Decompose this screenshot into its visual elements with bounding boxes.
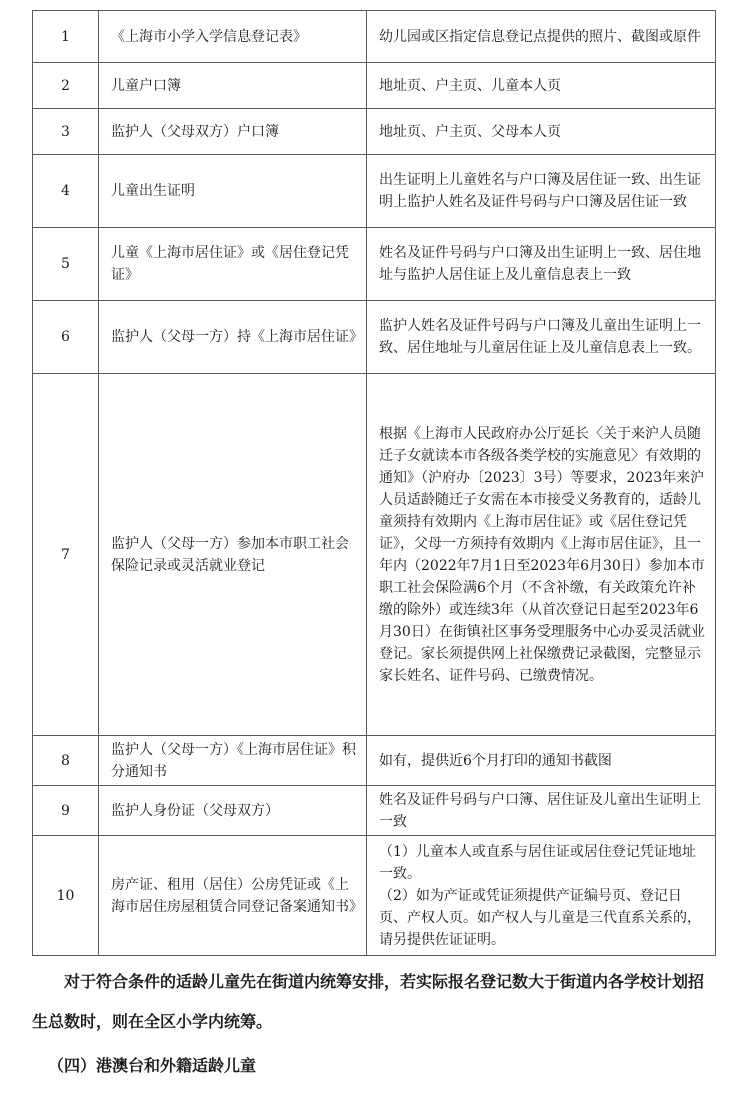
material-name: 监护人身份证（父母双方） — [99, 786, 367, 836]
table-body — [33, 11, 716, 956]
material-requirement — [367, 786, 716, 836]
table-row — [33, 736, 716, 786]
row-number: 6 — [33, 301, 99, 374]
row-number: 8 — [33, 736, 99, 786]
material-name: 监护人（父母一方）参加本市职工社会保险记录或灵活就业登记 — [99, 374, 367, 736]
table-row — [33, 155, 716, 228]
material-requirement — [367, 301, 716, 374]
body-paragraph: 对于符合条件的适龄儿童先在街道内统筹安排，若实际报名登记数大于街道内各学校计划招生总数时，则在全区小学内统筹。 — [32, 972, 705, 1031]
requirement-text: 姓名及证件号码与户口簿、居住证及儿童出生证明上一致 — [379, 791, 701, 830]
material-name: 儿童《上海市居住证》或《居住登记凭证》 — [99, 228, 367, 301]
material-name: 房产证、租用（居住）公房凭证或《上海市居住房屋租赁合同登记备案通知书》 — [99, 836, 367, 956]
table-row — [33, 228, 716, 301]
table-row — [33, 11, 716, 63]
requirement-text: 幼儿园或区指定信息登记点提供的照片、截图或原件 — [379, 28, 701, 45]
requirement-text: 姓名及证件号码与户口簿及出生证明上一致、居住地址与监护人居住证上及儿童信息表上一致 — [379, 245, 701, 283]
row-number: 10 — [33, 836, 99, 956]
requirement-text: 地址页、户主页、儿童本人页 — [379, 77, 561, 94]
row-number: 7 — [33, 374, 99, 736]
material-name: 监护人（父母一方）持《上海市居住证》 — [99, 301, 367, 374]
requirement-text: 出生证明上儿童姓名与户口簿及居住证一致、出生证明上监护人姓名及证件号码与户口簿及居住证一致 — [379, 172, 701, 210]
material-requirement — [367, 736, 716, 786]
requirement-text: 地址页、户主页、父母本人页 — [379, 123, 561, 140]
row-number: 3 — [33, 109, 99, 155]
row-number: 9 — [33, 786, 99, 836]
material-name: 监护人（父母一方）《上海市居住证》积分通知书 — [99, 736, 367, 786]
material-requirement — [367, 63, 716, 109]
material-requirement — [367, 11, 716, 63]
row-number: 1 — [33, 11, 99, 63]
table-row — [33, 63, 716, 109]
material-name: 监护人（父母双方）户口簿 — [99, 109, 367, 155]
table-row — [33, 786, 716, 836]
material-name: 《上海市小学入学信息登记表》 — [99, 11, 367, 63]
row-number: 5 — [33, 228, 99, 301]
requirement-text: 监护人姓名及证件号码与户口簿及儿童出生证明上一致、居住地址与儿童居住证上及儿童信息表上一致。 — [379, 318, 701, 356]
requirement-text: （2）如为产证或凭证须提供产证编号页、登记日页、产权人页。如产权人与儿童是三代直系关系的，请另提供佐证证明。 — [379, 887, 701, 948]
section-heading: （四）港澳台和外籍适龄儿童 — [48, 1056, 257, 1075]
material-requirement — [367, 374, 716, 736]
requirement-text: （1）儿童本人或直系与居住证或居住登记凭证地址一致。 — [379, 843, 696, 882]
material-requirement — [367, 155, 716, 228]
requirement-text: 如有，提供近6个月打印的通知书截图 — [379, 752, 612, 769]
material-requirement — [367, 836, 716, 956]
table-row — [33, 374, 716, 736]
requirement-text: 根据《上海市人民政府办公厅延长〈关于来沪人员随迁子女就读本市各级各类学校的实施意见〉有效期的通知》（沪府办〔2023〕3号）等要求，2023年来沪人员适龄随迁子女需在本市接受义务教育的，适龄儿童须持有效期内《上海市居住证》或《居住登记凭证》，父母一方须持有效期内《上海市居住证》，且一年内（2022年7月1日至2023年6月30日）参加本市职工社会保险满6个月（不含补缴，有关政策允许补缴的除外）或连续3年（从首次登记日起至2023年6月30日）在街镇社区事务受理服务中心办妥灵活就业登记。家长须提供网上社保缴费记录截图，完整显示家长姓名、证件号码、已缴费情况。 — [379, 425, 705, 684]
table-row — [33, 109, 716, 155]
material-requirement — [367, 228, 716, 301]
table-row — [33, 836, 716, 956]
material-requirement — [367, 109, 716, 155]
material-name: 儿童户口簿 — [99, 63, 367, 109]
document-table — [32, 10, 716, 956]
material-name: 儿童出生证明 — [99, 155, 367, 228]
row-number: 4 — [33, 155, 99, 228]
row-number: 2 — [33, 63, 99, 109]
table-row — [33, 301, 716, 374]
